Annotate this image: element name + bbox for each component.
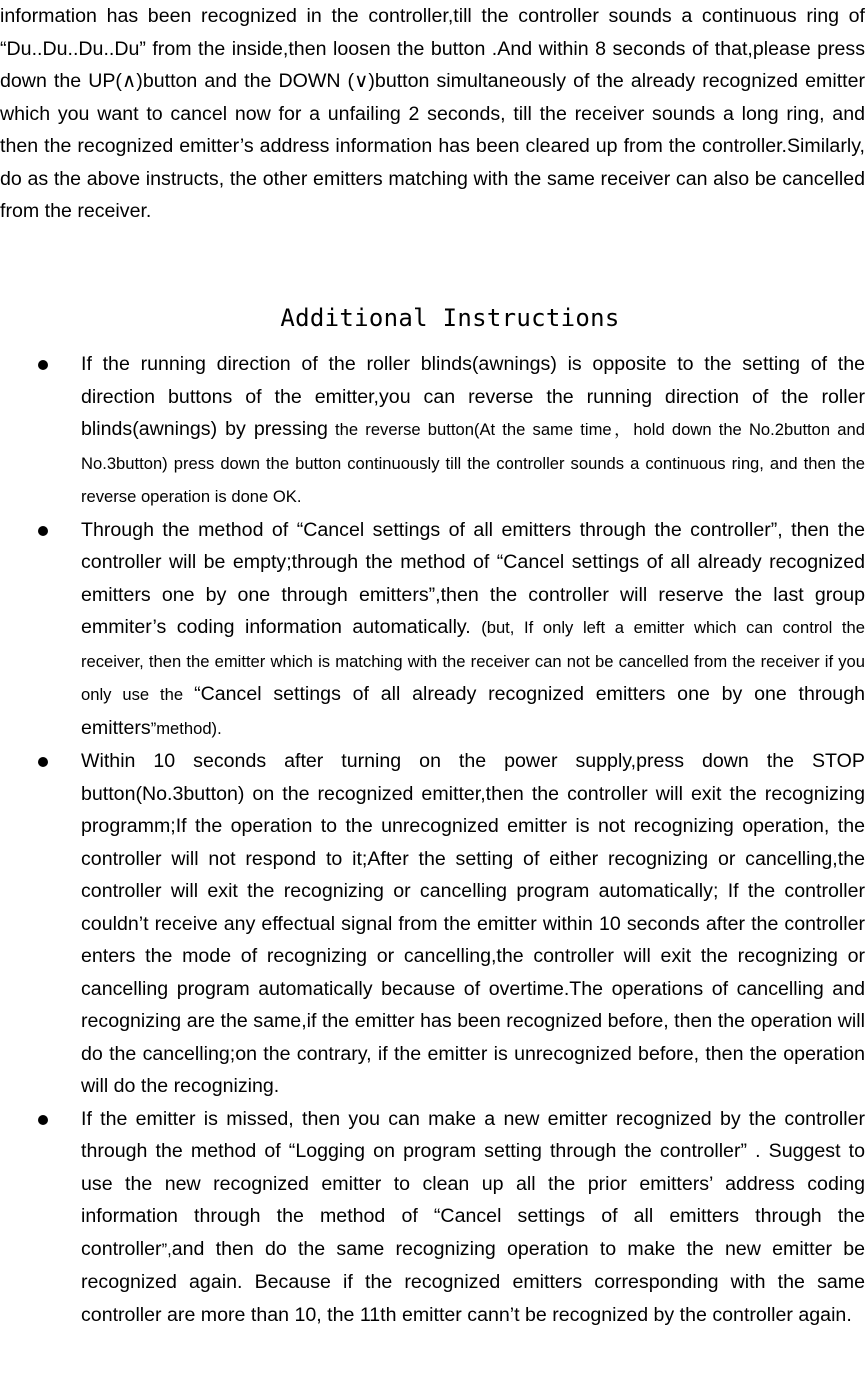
bullet-text: Within 10 seconds after turning on the power supply,press down the STOP button(No.3button) on the recognized emitter,then the controller will exit the recognizing programm;If the operation to the unrecognized emitter is not recognizing operation, the controller will not respond to it;After the setting of either recognizing or cancelling,the controller will exit the recognizing or cancelling program automatically; If the controller couldn’t receive any effectual signal from the emitter within 10 seconds after the controller enters the mode of recognizing or cancelling,the controller will exit the recognizing or cancelling program automatically because of overtime.The operations of cancelling and recognizing are the same,if the emitter has been recognized before, then the operation will do the cancelling;on the contrary, if the emitter is unrecognized before, then the operation will do the recognizing.	[81, 750, 865, 1097]
bullet-text-continued: “Cancel settings of all already recognized emitters one by one through emitters	[81, 683, 865, 739]
list-item	[0, 745, 865, 1103]
bullet-icon	[38, 526, 48, 536]
intro-paragraph: information has been recognized in the controller,till the controller sounds a continuous ring of “Du..Du..Du..Du” from the inside,then loosen the button .And within 8 seconds of that,please press down the UP(∧)button and the DOWN (∨)button simultaneously of the already recognized emitter which you want to cancel now for a unfailing 2 seconds, till the receiver sounds a long ring, and then the recognized emitter’s address information has been cleared up from the controller.Similarly, do as the above instructs, the other emitters matching with the same receiver can also be cancelled from the receiver.	[0, 5, 865, 222]
bullet-text: Through the method of “Cancel settings of all emitters through the controller”, then the controller will be empty;through the method of “Cancel settings of all already recognized emitters one by one through emitters”,then the controller will reserve the last group emmiter’s coding information automatically.	[81, 518, 865, 638]
bullet-small-text: (but, If only left a emitter which can control the receiver, then the emitter which is matching with the receiver can not be cancelled from the receiver if you only use the	[81, 618, 865, 704]
bullet-icon	[38, 1115, 48, 1125]
list-item	[0, 348, 865, 514]
bullet-icon	[38, 360, 48, 370]
bullet-small-text-end: ”method).	[150, 718, 222, 738]
list-item	[0, 514, 865, 746]
bullet-text: If the emitter is missed, then you can make a new emitter recognized by the controller through the method of “Logging on program setting through the controller” . Suggest to use the new recognized emitter to clean up all the prior emitters’ address coding information through the method of “Cancel settings of all emitters through the controller	[81, 1107, 865, 1260]
bullet-text: If the running direction of the roller blinds(awnings) is opposite to the setting of the direction buttons of the emitter,you can reverse the running direction of the roller blinds(awnings) by pressing	[81, 353, 865, 440]
instruction-list	[0, 348, 865, 1331]
section-heading: Additional Instructions	[280, 304, 620, 332]
bullet-text-continued: and then do the same recognizing operation to make the new emitter be recognized again. Because if the recognized emitters corresponding with the same controller are more than 10, the 11th emitter cann’t be recognized by the controller again.	[81, 1237, 865, 1326]
bullet-small-text: ”,	[161, 1239, 172, 1259]
list-item	[0, 1103, 865, 1332]
bullet-icon	[38, 757, 48, 767]
bullet-small-text: the reverse button(At the same time，hold down the No.2button and No.3button) press down the button continuously till the controller sounds a continuous ring, and then the reverse operation is done OK.	[81, 420, 865, 506]
